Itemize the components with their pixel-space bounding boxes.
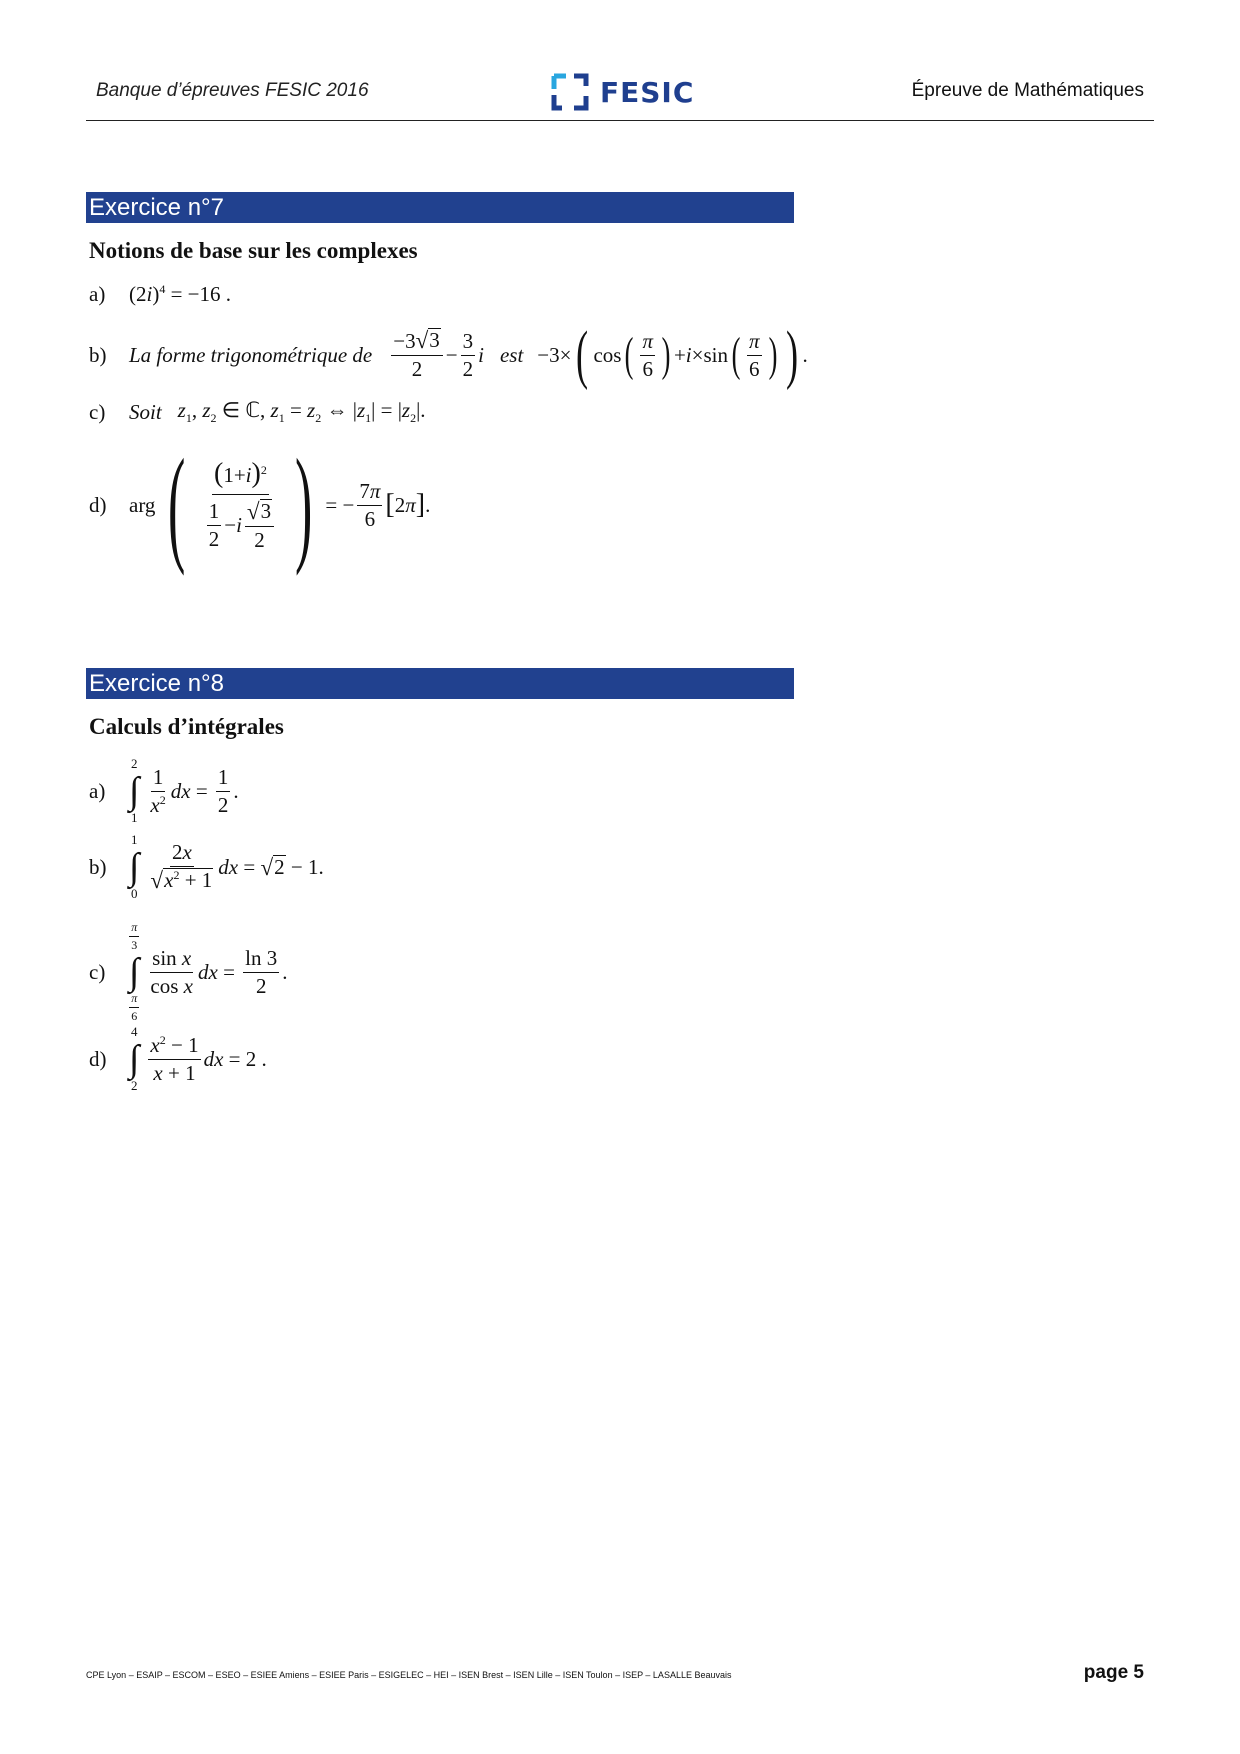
exercise-7-subtitle: Notions de base sur les complexes [89, 238, 418, 263]
exercise-7-banner: Exercice n°7 [86, 192, 794, 223]
ex8-label-b: b) [89, 854, 107, 879]
ex7-formula-d: arg ( $(1+i)^2$ $\frac{1}{2}$ − i √ 3 2 ) = − $\frac{7\pi}{6}$ [ 2 π ] . [129, 433, 431, 577]
ex8-label-a: a) [89, 778, 106, 803]
ex7-label-b: b) [89, 342, 107, 367]
ex8-formula-b: 1 ∫ 0 2x √ $x^2 + 1$ dx = √ 2 − 1. [129, 832, 324, 901]
ex7-text-c: Soit [129, 399, 162, 424]
ex7-item-a [89, 282, 231, 307]
ex7-est-b: est [499, 342, 524, 367]
ex7-item-d [89, 433, 431, 577]
footer-schools: CPE Lyon – ESAIP – ESCOM – ESEO – ESIEE Amiens – ESIEE Paris – ESIGELEC – HEI – ISEN Brest – ISEN Lille – ISEN Toulon – ISEP – LASALLE Beauvais [86, 1670, 732, 1680]
header-rule [86, 120, 1154, 121]
exercise-8-banner: Exercice n°8 [86, 668, 794, 699]
ex8-item-d [89, 1024, 267, 1094]
ex7-label-d: d) [89, 492, 107, 517]
ex7-item-b [89, 318, 808, 391]
logo-text: FESIC [600, 75, 695, 109]
ex8-item-b [89, 832, 324, 902]
ex7-label-a: a) [89, 282, 106, 306]
ex7-item-c [89, 398, 426, 426]
ex7-label-c: c) [89, 399, 106, 424]
ex8-formula-d: 4 ∫ 2 $\frac{x^2 - 1}{x + 1}$ dx = 2 . [129, 1024, 267, 1093]
fesic-logo-icon [550, 72, 590, 112]
ex8-label-c: c) [89, 959, 106, 984]
ex8-formula-c: $\frac{\pi}{3}$ ∫ $\frac{\pi}{6}$ $\frac{\text{sin x}}{\text{cos x}}$ dx = $\frac{\ln 3}{2}$ . [129, 920, 288, 1023]
ex8-item-a [89, 756, 239, 826]
ex7-formula-b-left: −3 √ 3 2 − $\frac{3}{2}$ i [393, 327, 484, 381]
header-left-title: Banque d’épreuves FESIC 2016 [96, 80, 369, 101]
ex8-item-c [89, 920, 288, 1024]
ex8-label-d: d) [89, 1046, 107, 1071]
header-right-title: Épreuve de Mathématiques [911, 80, 1144, 101]
ex8-formula-a: 2 ∫ 1 $\frac{1}{x^2}$ dx = $\frac{1}{2}$ . [129, 756, 239, 825]
ex7-formula-a: $(2i)^4 = -16$ . [129, 282, 232, 306]
ex7-formula-b-right: −3× ( cos ( $\frac{\pi}{6}$ ) + i ×sin ( $\frac{\pi}{6}$ ) ) . [537, 318, 808, 391]
exercise-8-subtitle: Calculs d’intégrales [89, 714, 284, 739]
ex7-formula-c: $z_1$, $z_2$ ∈ ℂ, $z_1 = z_2$ ⇔ $|z_1| = |z_2|$. [177, 398, 426, 426]
fesic-logo [550, 72, 694, 112]
page-number: page 5 [1083, 1662, 1144, 1683]
ex7-text-b: La forme trigonométrique de [129, 342, 373, 367]
